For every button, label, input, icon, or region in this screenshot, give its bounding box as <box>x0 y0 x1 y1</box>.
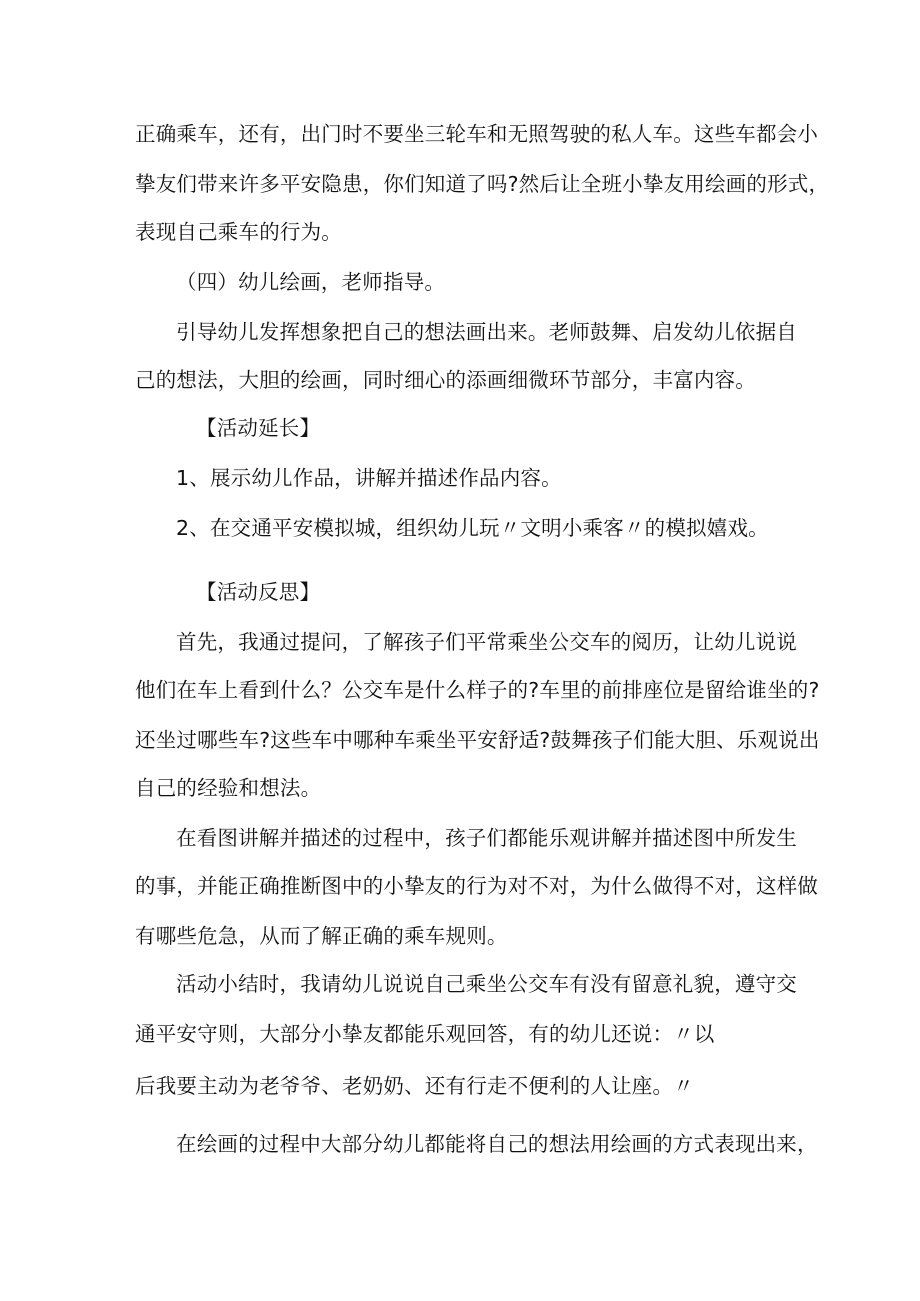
list-item: 2、在交通平安模拟城，组织幼儿玩〃文明小乘客〃的模拟嬉戏。 <box>176 516 769 540</box>
paragraph-line: 自己的经验和想法。 <box>135 776 322 800</box>
section-heading: 【活动反思】 <box>196 580 321 604</box>
paragraph-line: 通平安守则，大部分小挚友都能乐观回答，有的幼儿还说：〃以 <box>135 1022 715 1046</box>
paragraph-line: 后我要主动为老爷爷、老奶奶、还有行走不便利的人让座。〃 <box>135 1074 694 1098</box>
paragraph-line: 己的想法，大胆的绘画，同时细心的添画细微环节部分，丰富内容。 <box>135 368 756 392</box>
section-heading: 【活动延长】 <box>196 416 321 440</box>
paragraph-line: 首先，我通过提问，了解孩子们平常乘坐公交车的阅历，让幼儿说说 <box>176 630 797 654</box>
paragraph-line: 还坐过哪些车?这些车中哪种车乘坐平安舒适?鼓舞孩子们能大胆、乐观说出 <box>135 728 820 752</box>
paragraph-line: 挚友们带来许多平安隐患，你们知道了吗?然后让全班小挚友用绘画的形式， <box>135 172 830 196</box>
paragraph-line: 在看图讲解并描述的过程中，孩子们都能乐观讲解并描述图中所发生 <box>176 826 797 850</box>
paragraph-line: 有哪些危急，从而了解正确的乘车规则。 <box>135 924 508 948</box>
list-item: 1、展示幼儿作品，讲解并描述作品内容。 <box>176 466 562 490</box>
paragraph-line: 表现自己乘车的行为。 <box>135 220 342 244</box>
paragraph-line: 在绘画的过程中大部分幼儿都能将自己的想法用绘画的方式表现出来， <box>176 1132 818 1156</box>
paragraph-line: 正确乘车，还有，出门时不要坐三轮车和无照驾驶的私人车。这些车都会小 <box>135 122 819 146</box>
paragraph-line: 引导幼儿发挥想象把自己的想法画出来。老师鼓舞、启发幼儿依据自 <box>176 320 797 344</box>
paragraph-line: 活动小结时，我请幼儿说说自己乘坐公交车有没有留意礼貌，遵守交 <box>176 972 797 996</box>
section-heading: （四）幼儿绘画，老师指导。 <box>176 270 446 294</box>
paragraph-line: 的事，并能正确推断图中的小挚友的行为对不对，为什么做得不对，这样做 <box>135 874 819 898</box>
paragraph-line: 他们在车上看到什么？公交车是什么样子的?车里的前排座位是留给谁坐的? <box>135 678 820 702</box>
